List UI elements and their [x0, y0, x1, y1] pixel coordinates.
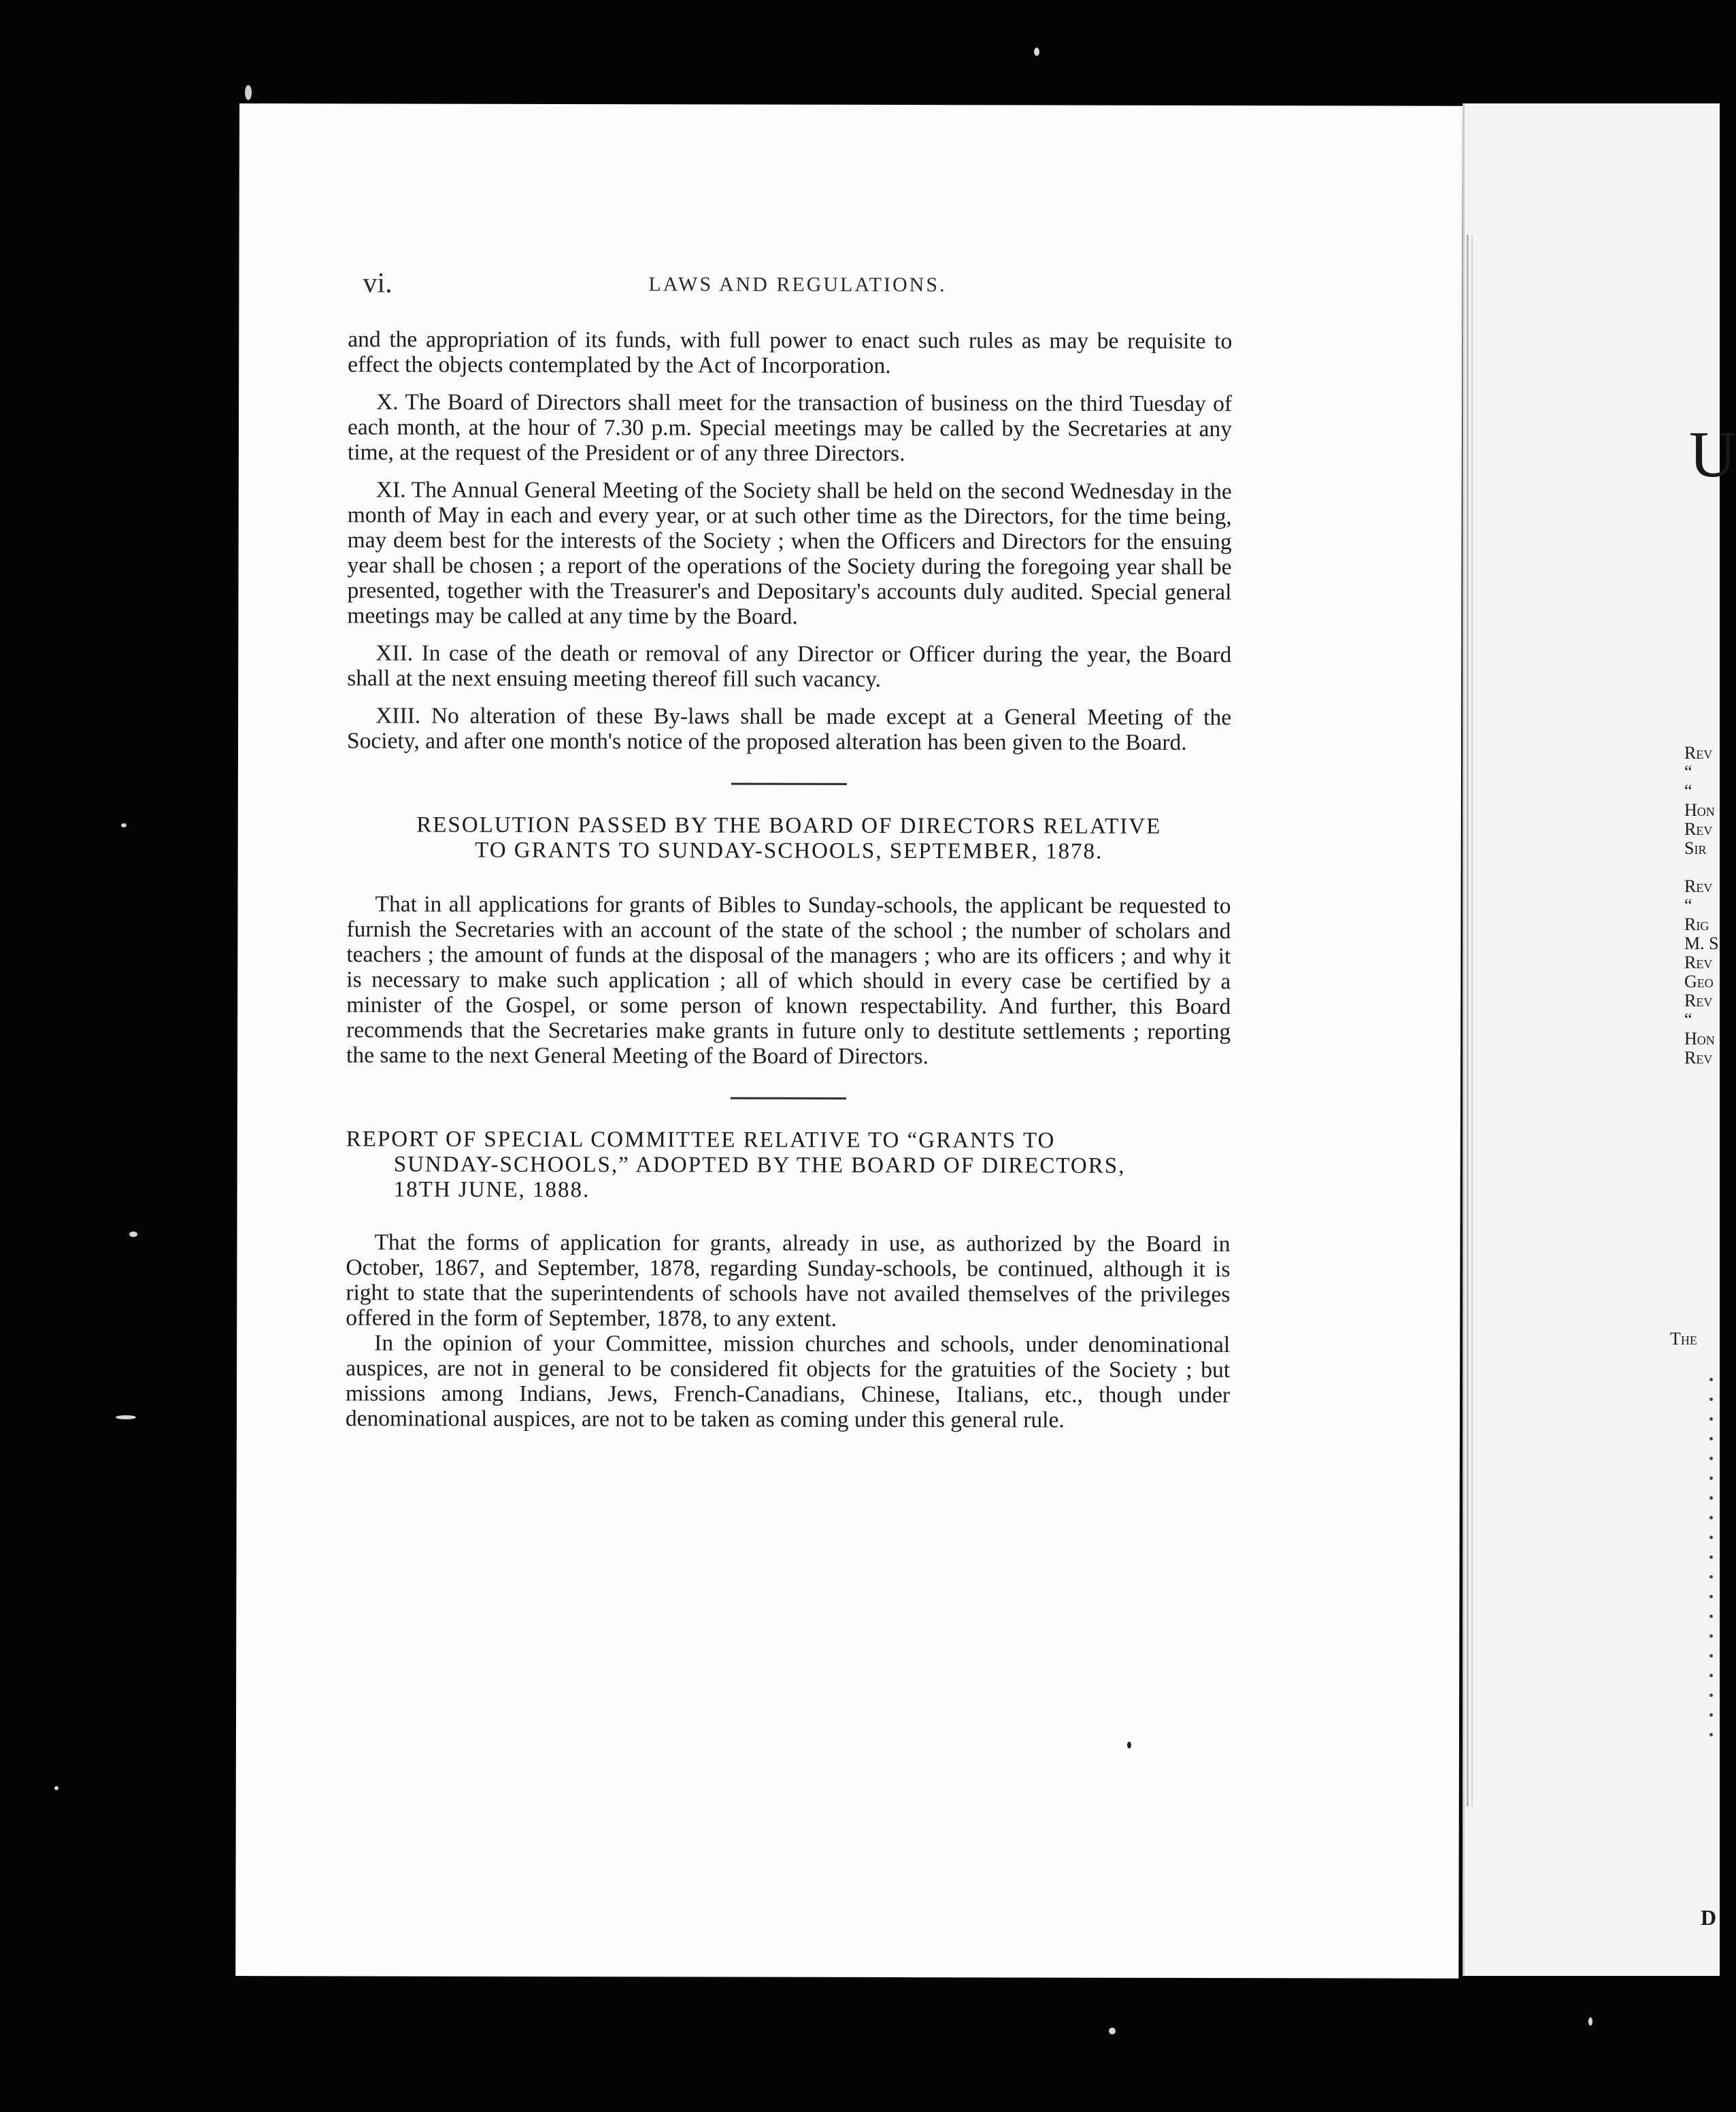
- right-page-fragment: The: [1670, 1329, 1697, 1349]
- bylaw-xiii: XIII. No alteration of these By-laws shall be made except at a General Meeting of the Society, and after one month's notice of the proposed alteration has been given to the Board.: [346, 703, 1232, 755]
- binding-thread: [1467, 235, 1473, 1806]
- resolution-heading-line: RESOLUTION PASSED BY THE BOARD OF DIRECTORS RELATIVE: [416, 812, 1162, 839]
- list-item: [1684, 858, 1719, 877]
- film-speck: [129, 1232, 137, 1237]
- page-speck: [1127, 1742, 1131, 1749]
- report-heading: [346, 1127, 1231, 1204]
- page-gutter: [1463, 103, 1465, 1976]
- list-item: Geo: [1684, 972, 1714, 991]
- right-page-title-fragment: U: [1689, 418, 1736, 491]
- resolution-text: That in all applications for grants of Bibles to Sunday-schools, the applicant be requested to furnish the Secretaries with an account of the state of the school ; the number of scholars and teachers ; the amount of funds at the disposal of the managers ; who are its officers ; and why it is necessary to make such application ; all of which should in every case be certified by a minister of the Gospel, or some person of known respectability. And further, this Board recommends that the Secretaries make grants in future only to destitute settlements ; reporting the same to the next General Meeting of the Board of Directors.: [346, 891, 1231, 1070]
- section-rule: [731, 783, 847, 785]
- list-item: “: [1684, 781, 1692, 801]
- list-item: Hon: [1684, 1029, 1715, 1049]
- bylaw-xii: XII. In case of the death or removal of any Director or Officer during the year, the Board shall at the next ensuing meeting thereof fill such vacancy.: [347, 640, 1232, 692]
- right-page-bottom-fragment: D: [1701, 1905, 1717, 1930]
- report-heading-line: SUNDAY-SCHOOLS,” ADOPTED BY THE BOARD OF DIRECTORS,: [393, 1152, 1126, 1178]
- bylaw-xi: XI. The Annual General Meeting of the Society shall be held on the second Wednesday in the month of May in each and every year, or at such other time as the Directors, for the time being, may deem best for the interests of the Society ; when the Officers and Directors for the ensuing year shall be chosen ; a report of the operations of the Society during the foregoing year shall be presented, together with the Treasurer's and Depositary's accounts duly audited. Special general meetings may be called at any time by the Board.: [347, 477, 1232, 629]
- right-page-leader-dots: [1709, 1378, 1716, 1753]
- running-head: [363, 267, 1213, 310]
- list-item: Hon: [1684, 800, 1715, 820]
- list-item: Rev: [1684, 991, 1713, 1010]
- folio-number: vi.: [363, 267, 393, 299]
- left-page: [235, 103, 1463, 1979]
- report-paragraph: In the opinion of your Committee, mission churches and schools, under denominational auspices, are not in general to be considered fit objects for the gratuities of the Society ; but missions among Indians, Jews, French-Canadians, Chinese, Italians, etc., though under denominational auspices, are not to be taken as coming under this general rule.: [345, 1330, 1231, 1433]
- film-speck: [121, 823, 127, 827]
- list-item: Rev: [1684, 876, 1713, 896]
- report-heading-line: 18TH JUNE, 1888.: [393, 1177, 590, 1203]
- right-page-name-list: [1684, 744, 1719, 1068]
- list-item: Rev: [1684, 819, 1713, 839]
- bylaw-x: X. The Board of Directors shall meet for the transaction of business on the third Tuesday of each month, at the hour of 7.30 p.m. Special meetings may be called by the Secretaries at any time, at the request of the President or of any three Directors.: [347, 389, 1233, 467]
- section-rule: [731, 1098, 846, 1100]
- report-heading-line: REPORT OF SPECIAL COMMITTEE RELATIVE TO “GRANTS TO: [346, 1127, 1056, 1153]
- body-text: [346, 327, 1232, 1445]
- resolution-heading-line: TO GRANTS TO SUNDAY-SCHOOLS, SEPTEMBER, 1878.: [475, 838, 1103, 864]
- resolution-heading: [347, 812, 1231, 865]
- paragraph-continuation: and the appropriation of its funds, with full power to enact such rules as may be requisite to effect the objects contemplated by the Act of Incorporation.: [348, 327, 1233, 379]
- list-item: M. S: [1684, 934, 1719, 953]
- list-item: Rev: [1684, 1048, 1713, 1068]
- list-item: “: [1684, 1010, 1692, 1029]
- film-speck: [1588, 2017, 1592, 2026]
- film-speck: [1109, 2028, 1116, 2034]
- list-item: Rig: [1684, 914, 1709, 934]
- film-speck: [54, 1786, 59, 1790]
- list-item: Rev: [1684, 953, 1713, 972]
- film-speck: [245, 85, 252, 100]
- film-speck: [1034, 48, 1039, 56]
- right-page: [1463, 103, 1720, 1976]
- list-item: Rev: [1684, 743, 1713, 763]
- report-paragraph: That the forms of application for grants, already in use, as authorized by the Board in October, 1867, and September, 1878, regarding Sunday-schools, be continued, although it is right to state that the superintendents of schools have not availed themselves of the privileges offered in the form of September, 1878, to any extent.: [346, 1230, 1231, 1332]
- list-item: “: [1684, 762, 1692, 782]
- list-item: “: [1684, 895, 1692, 915]
- film-speck: [116, 1415, 136, 1419]
- list-item: Sir: [1684, 838, 1707, 858]
- running-head-title: LAWS AND REGULATIONS.: [648, 273, 947, 297]
